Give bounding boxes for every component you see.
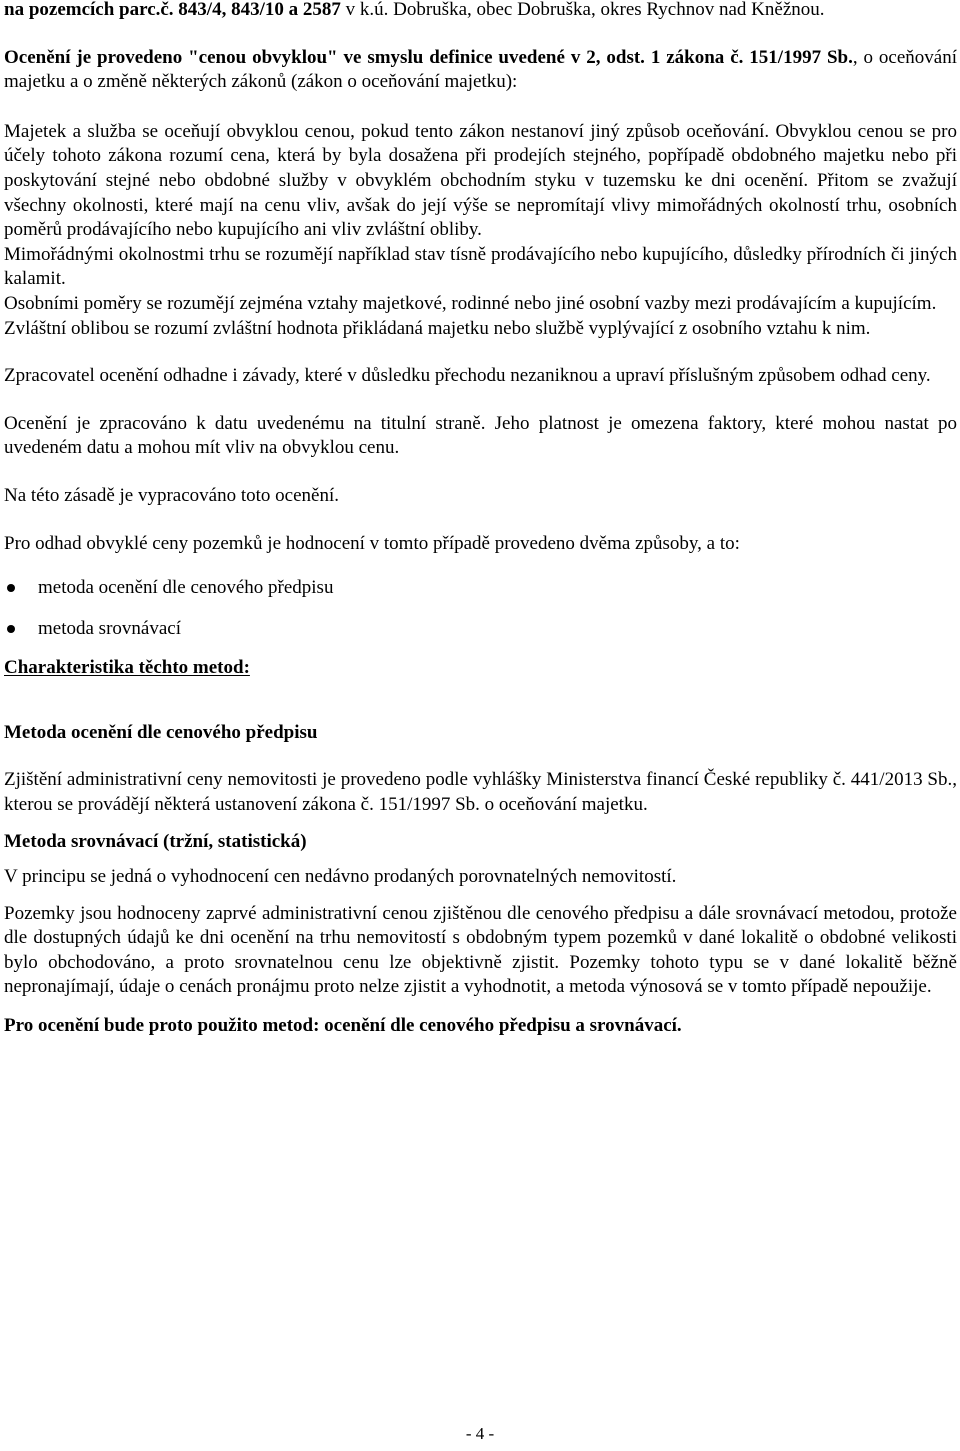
- method2-heading: Metoda srovnávací (tržní, statistická): [4, 831, 307, 853]
- document-body: [4, 0, 957, 1039]
- intro-paragraph: [4, 0, 957, 23]
- law-reference-bold: Ocenění je provedeno "cenou obvyklou" ve smyslu definice uvedené v 2, odst. 1 zákona č. 151/1997 Sb.: [4, 46, 853, 68]
- methods-intro-paragraph: Pro odhad obvyklé ceny pozemků je hodnocení v tomto případě provedeno dvěma způsoby, a to:: [4, 532, 740, 554]
- definition-paragraph-3: Osobními poměry se rozumějí zejména vztahy majetkové, rodinné nebo jiné osobní vazby mezi prodávajícím a kupujícím.: [4, 292, 937, 314]
- method1-heading: Metoda ocenění dle cenového předpisu: [4, 721, 318, 743]
- characteristics-heading: Charakteristika těchto metod:: [4, 657, 250, 679]
- page-number: - 4 -: [465, 1424, 495, 1443]
- method1-text: Zjištění administrativní ceny nemovitosti je provedeno podle vyhlášky Ministerstva financí České republiky č. 441/2013 Sb., kterou se provádějí některá ustanovení zákona č. 151/1997 Sb. o oceňování majetku.: [4, 769, 957, 815]
- list-item: metoda ocenění dle cenového předpisu: [4, 575, 957, 601]
- principle-paragraph: Na této zásadě je vypracováno toto ocenění.: [4, 484, 339, 506]
- definition-paragraph-1: Majetek a služba se oceňují obvyklou cenou, pokud tento zákon nestanoví jiný způsob oceňování. Obvyklou cenou se pro účely tohoto zákona rozumí cena, která by byla dosažena při prodejích stejného, popřípadě obdobného majetku nebo při poskytování stejné nebo obdobné služby v obvyklém obchodním styku v tuzemsku ke dni ocenění. Přitom se zvažují všechny okolnosti, které mají na cenu vliv, avšak do její výše se nepromítají vlivy mimořádných okolností trhu, osobních poměrů prodávajícího nebo kupujícího ani vliv zvláštní obliby.: [4, 120, 957, 241]
- method2-text-1: V principu se jedná o vyhodnocení cen nedávno prodaných porovnatelných nemovitostí.: [4, 866, 677, 888]
- law-reference-paragraph: [4, 46, 957, 95]
- validity-date-paragraph: Ocenění je zpracováno k datu uvedenému na titulní straně. Jeho platnost je omezena faktory, které mohou nastat po uvedeném datu a mohou mít vliv na obvyklou cenu.: [4, 412, 957, 459]
- definition-paragraph-2: Mimořádnými okolnostmi trhu se rozumějí například stav tísně prodávajícího nebo kupujícího, důsledky přírodních či jiných kalamit.: [4, 243, 957, 290]
- definition-paragraph-4: Zvláštní oblibou se rozumí zvláštní hodnota přikládaná majetku nebo službě vyplývající z osobního vztahu k nim.: [4, 317, 871, 339]
- conclusion-paragraph: Pro ocenění bude proto použito metod: ocenění dle cenového předpisu a srovnávací.: [4, 1015, 682, 1037]
- intro-parcels: na pozemcích parc.č. 843/4, 843/10 a 2587: [4, 0, 341, 20]
- law-reference-rest: , o oceňování majetku a o změně některých zákonů (zákon o oceňování majetku):: [4, 46, 957, 93]
- methods-list: [4, 575, 957, 642]
- intro-location: v k.ú. Dobruška, obec Dobruška, okres Rychnov nad Kněžnou.: [340, 0, 825, 20]
- defects-paragraph: Zpracovatel ocenění odhadne i závady, které v důsledku přechodu nezaniknou a upraví příslušným způsobem odhad ceny.: [4, 365, 931, 387]
- list-item: metoda srovnávací: [4, 616, 957, 642]
- method2-text-2: Pozemky jsou hodnoceny zaprvé administrativní cenou zjištěnou dle cenového předpisu a dále srovnávací metodou, protože dle dostupných údajů ke dni ocenění na trhu nemovitostí s obdobným typem pozemků v dané lokalitě o obdobné velikosti bylo obchodováno, a proto srovnatelnou cenu lze objektivně zjistit. Pozemky tohoto typu se v dané lokalitě běžně nepronajímají, údaje o cenách pronájmu proto nelze zjistit a vyhodnotit, a metoda výnosová se v tomto případě nepoužije.: [4, 902, 957, 998]
